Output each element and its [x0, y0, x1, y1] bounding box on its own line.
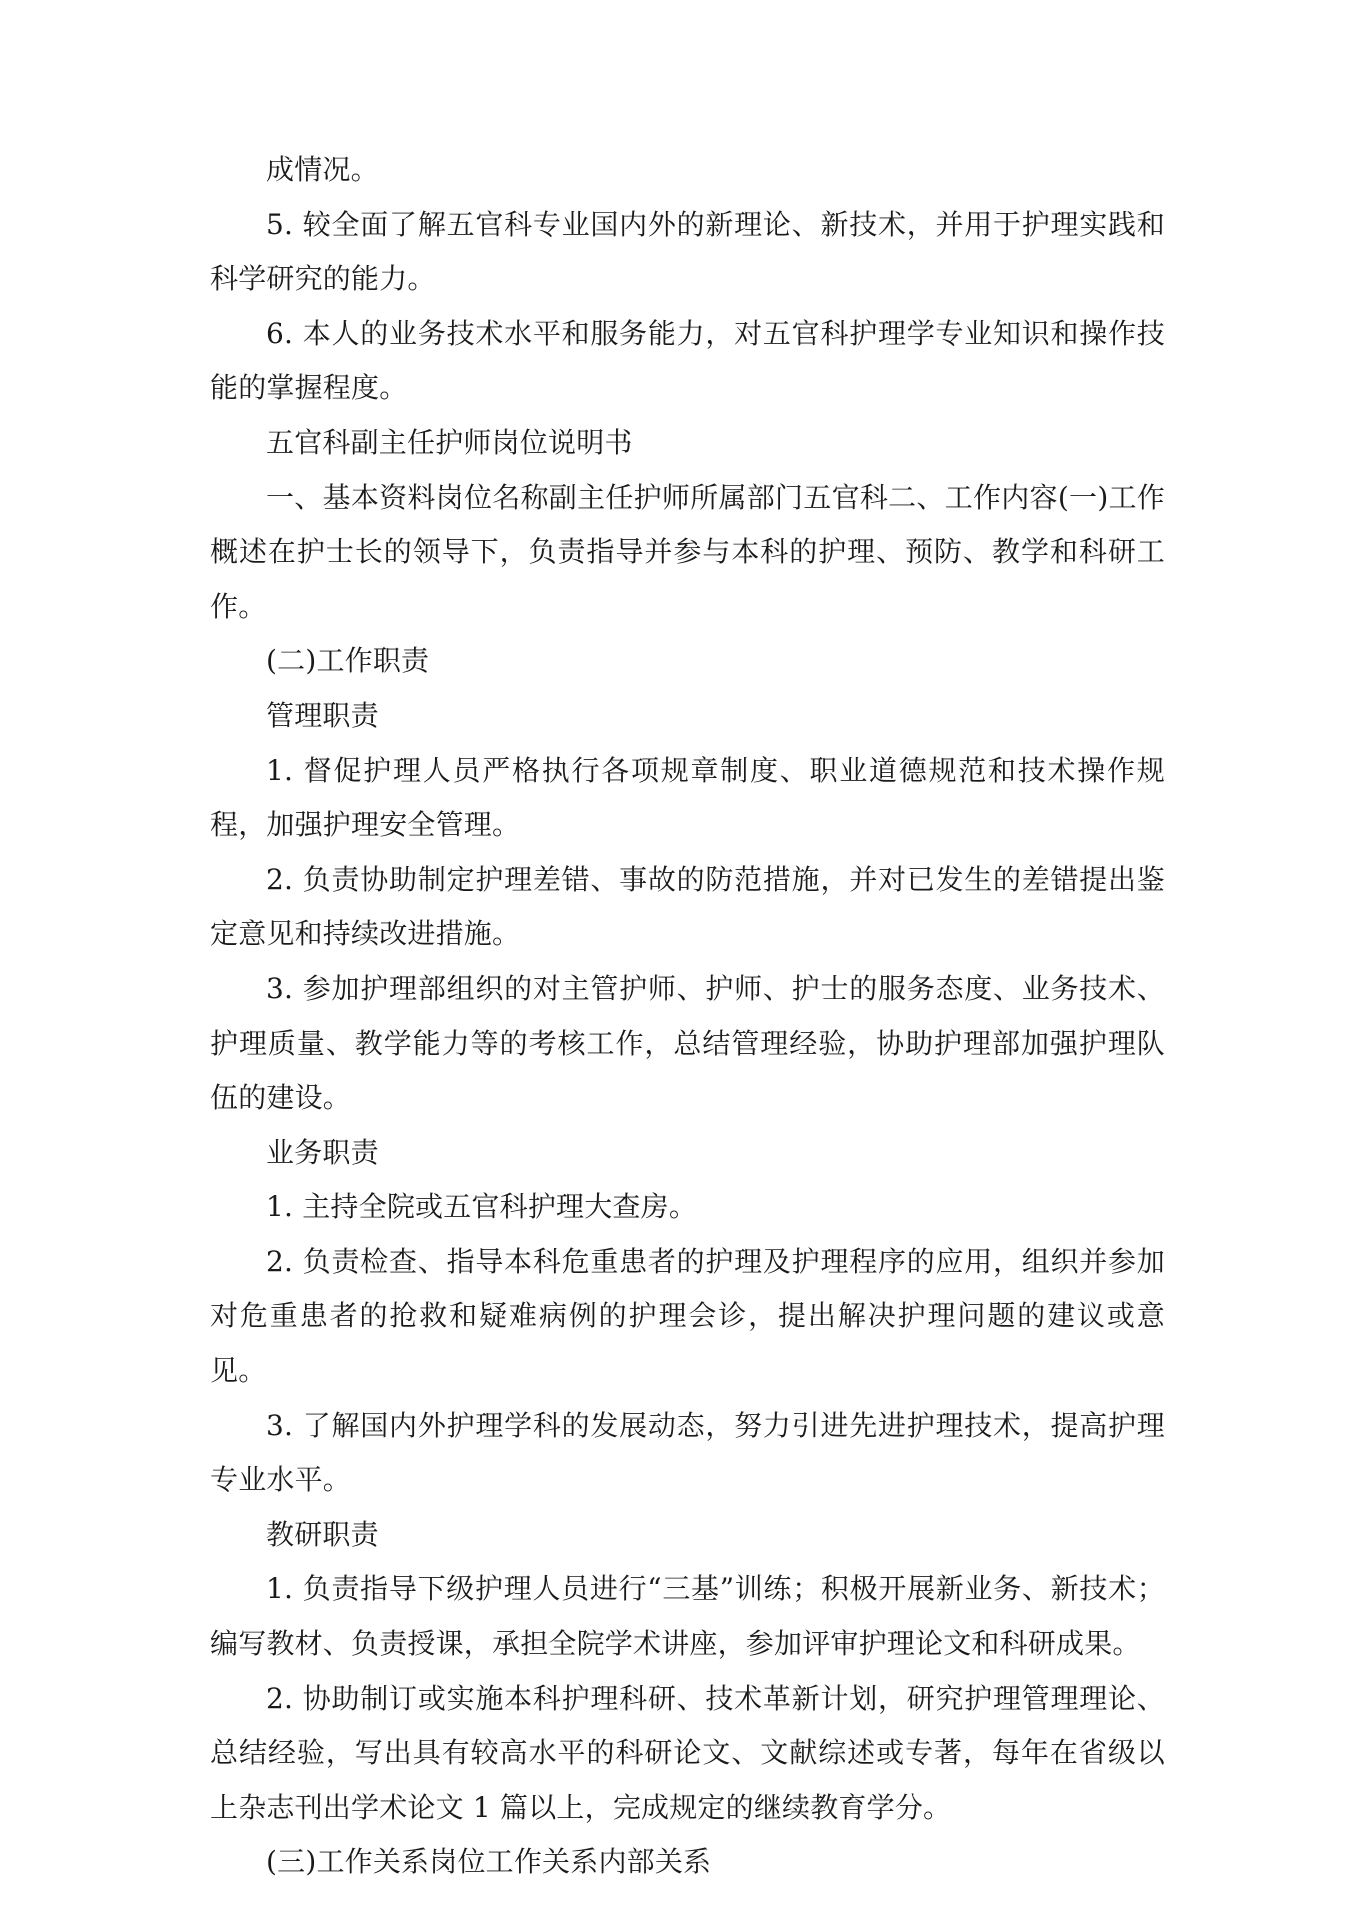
section-heading-duties: (二)工作职责: [266, 644, 430, 678]
management-item-3: 3. 参加护理部组织的对主管护师、护师、护士的服务态度、业务技术、护理质量、教学能力等的考核工作，总结管理经验，协助护理部加强护理队伍的建设。: [210, 971, 1166, 1115]
document-body: [210, 143, 1165, 1890]
section-heading-relations: (三)工作关系岗位工作关系内部关系: [266, 1845, 712, 1879]
subheading-business: 业务职责: [266, 1135, 379, 1169]
teaching-item-2: 2. 协助制订或实施本科护理科研、技术革新计划，研究护理管理理论、总结经验，写出具有较高水平的科研论文、文献综述或专著，每年在省级以上杂志刊出学术论文 1 篇以上，完成规定的继续教育学分。: [210, 1681, 1166, 1824]
subheading-management: 管理职责: [266, 698, 379, 732]
business-item-2: 2. 负责检查、指导本科危重患者的护理及护理程序的应用，组织并参加对危重患者的抢救和疑难病例的护理会诊，提出解决护理问题的建议或意见。: [210, 1244, 1166, 1388]
management-item-2: 2. 负责协助制定护理差错、事故的防范措施，并对已发生的差错提出鉴定意见和持续改进措施。: [210, 862, 1166, 951]
paragraph-item-5: 5. 较全面了解五官科专业国内外的新理论、新技术，并用于护理实践和科学研究的能力。: [210, 207, 1166, 296]
business-item-1: 1. 主持全院或五官科护理大查房。: [266, 1190, 698, 1224]
paragraph-basic-info: 一、基本资料岗位名称副主任护师所属部门五官科二、工作内容(一)工作概述在护士长的领导下，负责指导并参与本科的护理、预防、教学和科研工作。: [210, 480, 1165, 623]
teaching-item-1: 1. 负责指导下级护理人员进行“三基”训练；积极开展新业务、新技术；编写教材、负责授课，承担全院学术讲座，参加评审护理论文和科研成果。: [210, 1572, 1165, 1661]
paragraph-continuation: 成情况。: [266, 153, 379, 186]
management-item-1: 1. 督促护理人员严格执行各项规章制度、职业道德规范和技术操作规程，加强护理安全管理。: [210, 753, 1165, 842]
section-title: 五官科副主任护师岗位说明书: [266, 425, 633, 459]
business-item-3: 3. 了解国内外护理学科的发展动态，努力引进先进护理技术，提高护理专业水平。: [210, 1408, 1166, 1497]
subheading-teaching-research: 教研职责: [266, 1517, 379, 1551]
paragraph-item-6: 6. 本人的业务技术水平和服务能力，对五官科护理学专业知识和操作技能的掌握程度。: [210, 316, 1166, 405]
